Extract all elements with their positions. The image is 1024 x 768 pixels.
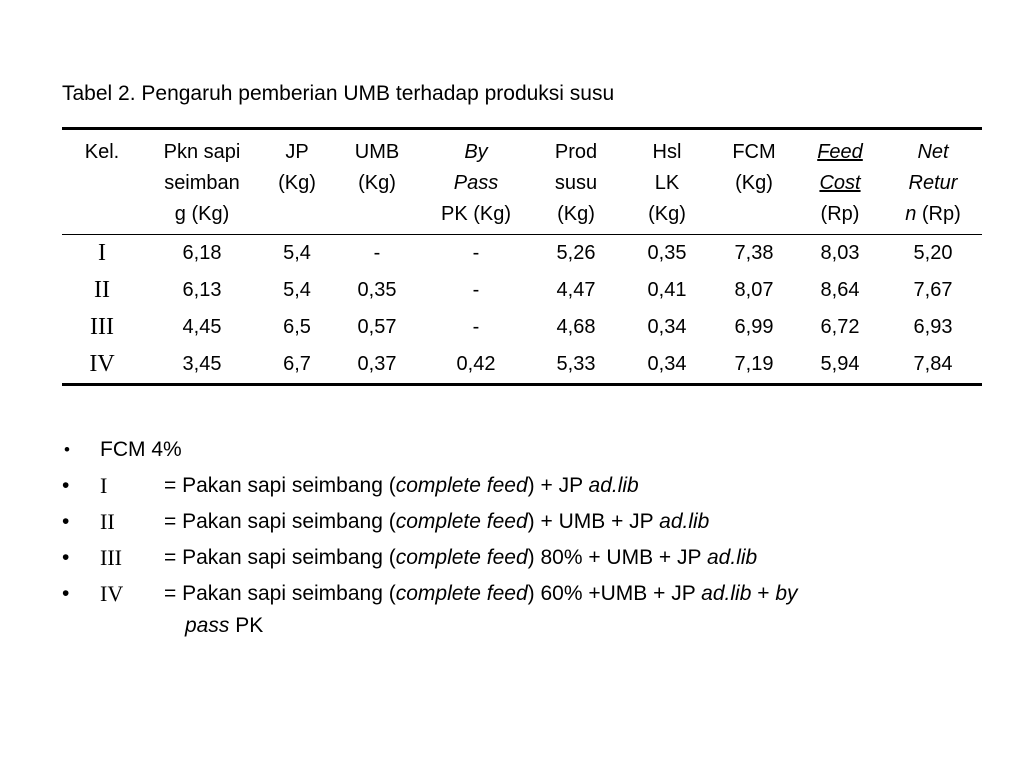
header-hsl-lk: Hsl LK (Kg)	[622, 129, 712, 235]
list-item	[62, 468, 982, 504]
table-cell: 0,37	[332, 346, 422, 385]
header-kel: Kel.	[62, 129, 142, 235]
group-code: IV	[100, 581, 124, 606]
table-cell: 8,07	[734, 279, 774, 301]
cell-kel: I	[98, 240, 106, 266]
table-cell: 0,34	[647, 316, 687, 338]
table-cell: 7,84	[884, 346, 982, 385]
table-cell: 3,45	[142, 346, 262, 385]
table-cell: 6,99	[734, 316, 774, 338]
table-cell: -	[373, 242, 381, 264]
table-cell: 5,26	[556, 242, 596, 264]
group-code: II	[100, 509, 115, 534]
table-container	[62, 127, 982, 386]
table-cell: 4,68	[556, 316, 596, 338]
header-pkn-sapi: Pkn sapi seimban g (Kg)	[142, 129, 262, 235]
list-item	[62, 540, 982, 576]
table-row	[62, 272, 982, 309]
table-cell: 8,64	[820, 279, 860, 301]
header-feed-cost: Feed Cost (Rp)	[796, 129, 884, 235]
table-cell: 6,93	[913, 316, 953, 338]
table-cell: -	[472, 316, 480, 338]
table-cell: 0,41	[647, 279, 687, 301]
header-net-return: Net Retur n (Rp)	[884, 129, 982, 235]
cell-kel: III	[90, 314, 114, 340]
note-fcm: FCM 4%	[100, 438, 182, 461]
table-cell: 5,33	[530, 346, 622, 385]
bullet-icon: •	[62, 546, 70, 569]
table-cell: 6,7	[262, 346, 332, 385]
table-cell: 7,67	[913, 279, 953, 301]
table-cell: 0,42	[422, 346, 530, 385]
table-cell: -	[472, 242, 480, 264]
table-cell: 0,35	[357, 279, 397, 301]
table-cell: 5,4	[283, 242, 311, 264]
bullet-icon: •	[62, 474, 70, 497]
bullet-icon: •	[62, 582, 70, 605]
notes-list	[62, 432, 982, 644]
table-cell: 6,13	[182, 279, 222, 301]
table-cell: 0,34	[622, 346, 712, 385]
table-cell: 6,18	[182, 242, 222, 264]
group-definition: = Pakan sapi seimbang (complete feed) + JP ad.lib	[164, 474, 639, 497]
list-item-fcm	[62, 432, 982, 468]
group-definition: = Pakan sapi seimbang (complete feed) 80% + UMB + JP ad.lib	[164, 546, 758, 569]
list-item	[62, 504, 982, 540]
group-code: I	[100, 473, 108, 498]
table-cell: 5,4	[283, 279, 311, 301]
data-table	[62, 127, 982, 386]
cell-kel: IV	[62, 346, 142, 385]
cell-kel: II	[94, 277, 110, 303]
header-prod-susu: Prod susu (Kg)	[530, 129, 622, 235]
table-cell: 6,72	[820, 316, 860, 338]
table-cell: 4,47	[556, 279, 596, 301]
group-definition: = Pakan sapi seimbang (complete feed) 60% +UMB + JP ad.lib + by	[164, 582, 798, 605]
group-code: III	[100, 545, 122, 570]
group-definition: = Pakan sapi seimbang (complete feed) + UMB + JP ad.lib	[164, 510, 710, 533]
header-umb: UMB (Kg)	[332, 129, 422, 235]
table-cell: 7,38	[734, 242, 774, 264]
table-title: Tabel 2. Pengaruh pemberian UMB terhadap produksi susu	[62, 82, 615, 105]
header-row	[62, 129, 982, 235]
table-row	[62, 235, 982, 273]
table-cell: -	[472, 279, 480, 301]
table-cell: 5,94	[796, 346, 884, 385]
table-cell: 0,57	[357, 316, 397, 338]
table-row	[62, 309, 982, 346]
table-cell: 8,03	[820, 242, 860, 264]
table-cell: 6,5	[283, 316, 311, 338]
header-jp: JP (Kg)	[262, 129, 332, 235]
table-cell: 5,20	[913, 242, 953, 264]
list-item	[62, 576, 982, 644]
table-cell: 4,45	[182, 316, 222, 338]
bullet-icon: •	[64, 440, 70, 459]
table-cell: 0,35	[647, 242, 687, 264]
bullet-icon: •	[62, 510, 70, 533]
header-by-pass: By Pass PK (Kg)	[422, 129, 530, 235]
table-cell: 7,19	[712, 346, 796, 385]
group-definition-continued: pass PK	[185, 614, 264, 637]
header-fcm: FCM (Kg)	[712, 129, 796, 235]
table-row	[62, 346, 982, 385]
